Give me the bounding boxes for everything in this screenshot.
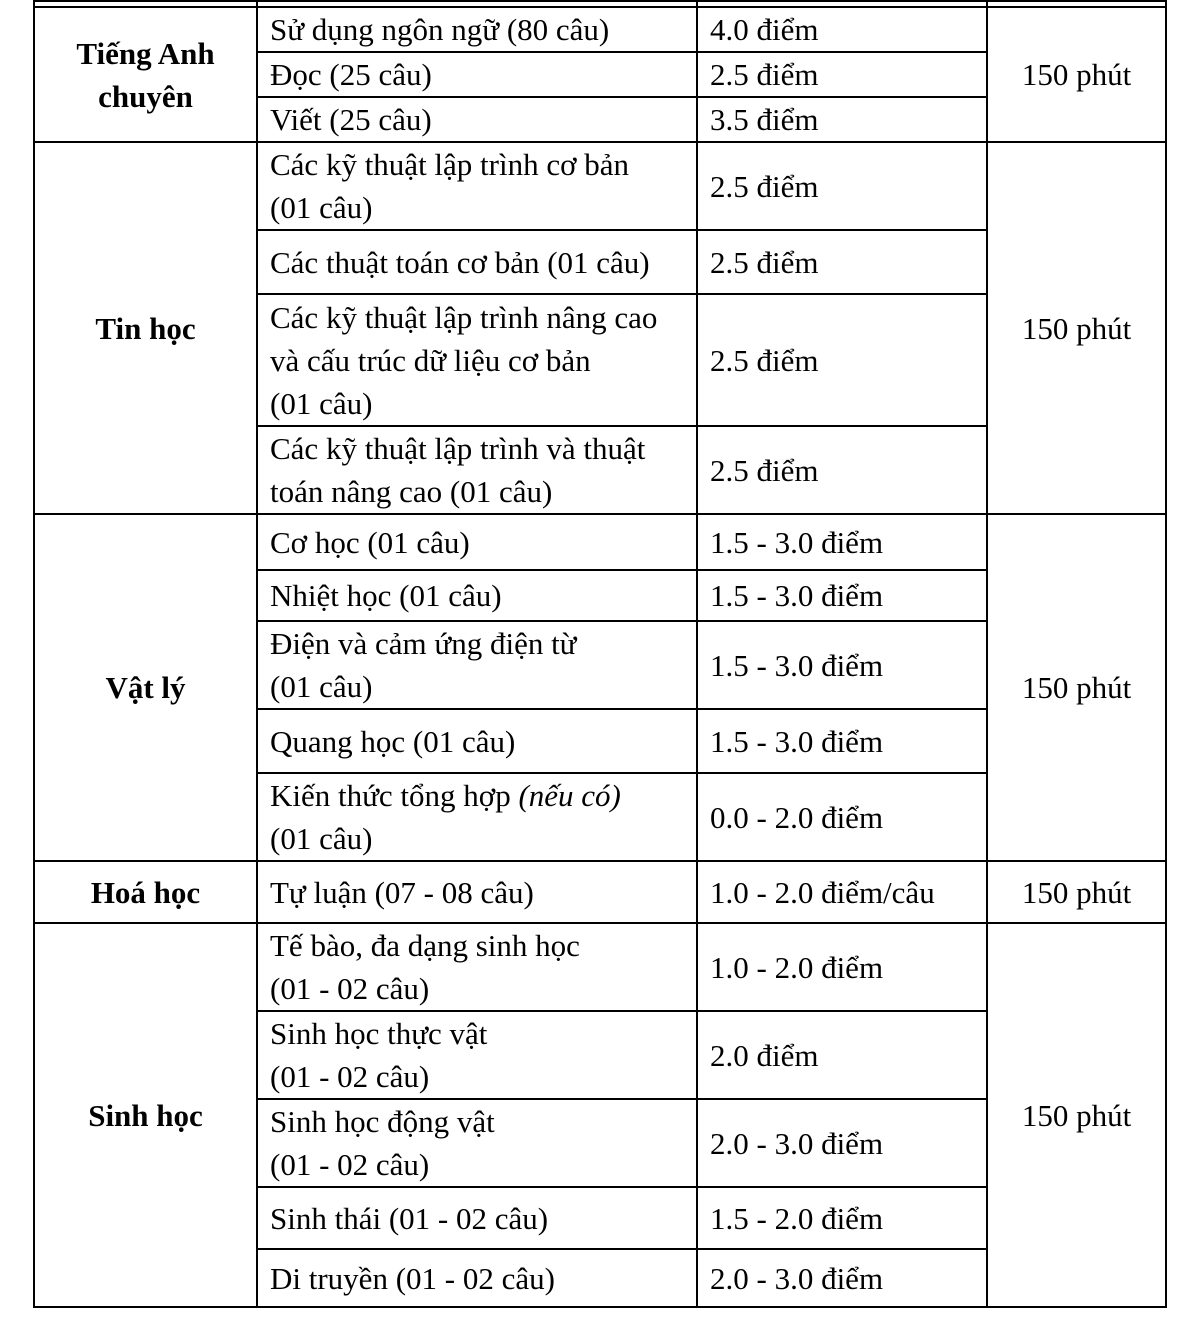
exam-time: 150 phút <box>987 923 1166 1307</box>
part-label <box>257 773 697 861</box>
part-label-line: Tế bào, đa dạng sinh học <box>270 928 580 963</box>
table-row <box>34 923 1166 1011</box>
part-label: Quang học (01 câu) <box>257 709 697 773</box>
part-score: 2.5 điểm <box>697 142 987 230</box>
subject-name: Hoá học <box>34 861 257 923</box>
subject-name: Sinh học <box>34 923 257 1307</box>
part-label-line: (01 câu) <box>270 385 373 421</box>
exam-structure-table <box>33 0 1167 1308</box>
part-label-line: và cấu trúc dữ liệu cơ bản <box>270 342 591 378</box>
part-label-line <box>270 774 684 817</box>
part-label <box>257 1011 697 1099</box>
exam-time: 150 phút <box>987 861 1166 923</box>
part-label <box>257 923 697 1011</box>
part-score: 1.5 - 3.0 điểm <box>697 514 987 570</box>
part-label-line: (01 câu) <box>270 190 373 225</box>
part-label <box>257 621 697 709</box>
part-score: 2.0 - 3.0 điểm <box>697 1099 987 1187</box>
part-score: 2.0 - 3.0 điểm <box>697 1249 987 1307</box>
subject-name: Tiếng Anh chuyên <box>34 7 257 142</box>
part-label: Các thuật toán cơ bản (01 câu) <box>257 230 697 294</box>
part-label-line: (01 câu) <box>270 821 373 856</box>
part-score: 1.5 - 2.0 điểm <box>697 1187 987 1249</box>
part-label-line: Điện và cảm ứng điện từ <box>270 626 577 661</box>
part-score: 3.5 điểm <box>697 97 987 142</box>
part-label: Nhiệt học (01 câu) <box>257 570 697 621</box>
part-label: Cơ học (01 câu) <box>257 514 697 570</box>
table-row <box>34 861 1166 923</box>
part-label-line: Sinh học động vật <box>270 1104 495 1139</box>
part-label-line: toán nâng cao (01 câu) <box>270 474 553 509</box>
part-label-line: (01 - 02 câu) <box>270 971 430 1006</box>
part-label-text: Kiến thức tổng hợp <box>270 778 519 813</box>
part-score: 0.0 - 2.0 điểm <box>697 773 987 861</box>
part-label <box>257 1099 697 1187</box>
part-label: Tự luận (07 - 08 câu) <box>257 861 697 923</box>
part-label-note: (nếu có) <box>518 778 621 813</box>
part-label-line: (01 câu) <box>270 669 373 704</box>
part-score: 2.5 điểm <box>697 294 987 426</box>
part-label <box>257 294 697 426</box>
subject-name: Tin học <box>34 142 257 514</box>
part-score: 1.5 - 3.0 điểm <box>697 621 987 709</box>
part-score: 1.5 - 3.0 điểm <box>697 709 987 773</box>
part-score: 1.5 - 3.0 điểm <box>697 570 987 621</box>
part-score: 2.5 điểm <box>697 52 987 97</box>
part-score: 4.0 điểm <box>697 7 987 52</box>
part-label-line: (01 - 02 câu) <box>270 1059 430 1094</box>
subject-name: Vật lý <box>34 514 257 861</box>
part-label: Di truyền (01 - 02 câu) <box>257 1249 697 1307</box>
part-label-line: (01 - 02 câu) <box>270 1147 430 1182</box>
part-label: Sử dụng ngôn ngữ (80 câu) <box>257 7 697 52</box>
exam-time: 150 phút <box>987 514 1166 861</box>
part-label: Sinh thái (01 - 02 câu) <box>257 1187 697 1249</box>
part-label: Đọc (25 câu) <box>257 52 697 97</box>
part-label <box>257 142 697 230</box>
part-score: 1.0 - 2.0 điểm <box>697 923 987 1011</box>
part-label-line: Các kỹ thuật lập trình nâng cao <box>270 299 658 335</box>
part-label <box>257 426 697 514</box>
part-score: 1.0 - 2.0 điểm/câu <box>697 861 987 923</box>
table-row <box>34 514 1166 570</box>
exam-time: 150 phút <box>987 142 1166 514</box>
part-label-line: Sinh học thực vật <box>270 1016 488 1051</box>
part-label: Viết (25 câu) <box>257 97 697 142</box>
part-score: 2.5 điểm <box>697 426 987 514</box>
table-row <box>34 142 1166 230</box>
table-row <box>34 7 1166 52</box>
exam-time: 150 phút <box>987 7 1166 142</box>
part-score: 2.5 điểm <box>697 230 987 294</box>
part-label-line: Các kỹ thuật lập trình và thuật <box>270 431 646 466</box>
part-score: 2.0 điểm <box>697 1011 987 1099</box>
part-label-line: Các kỹ thuật lập trình cơ bản <box>270 147 630 182</box>
